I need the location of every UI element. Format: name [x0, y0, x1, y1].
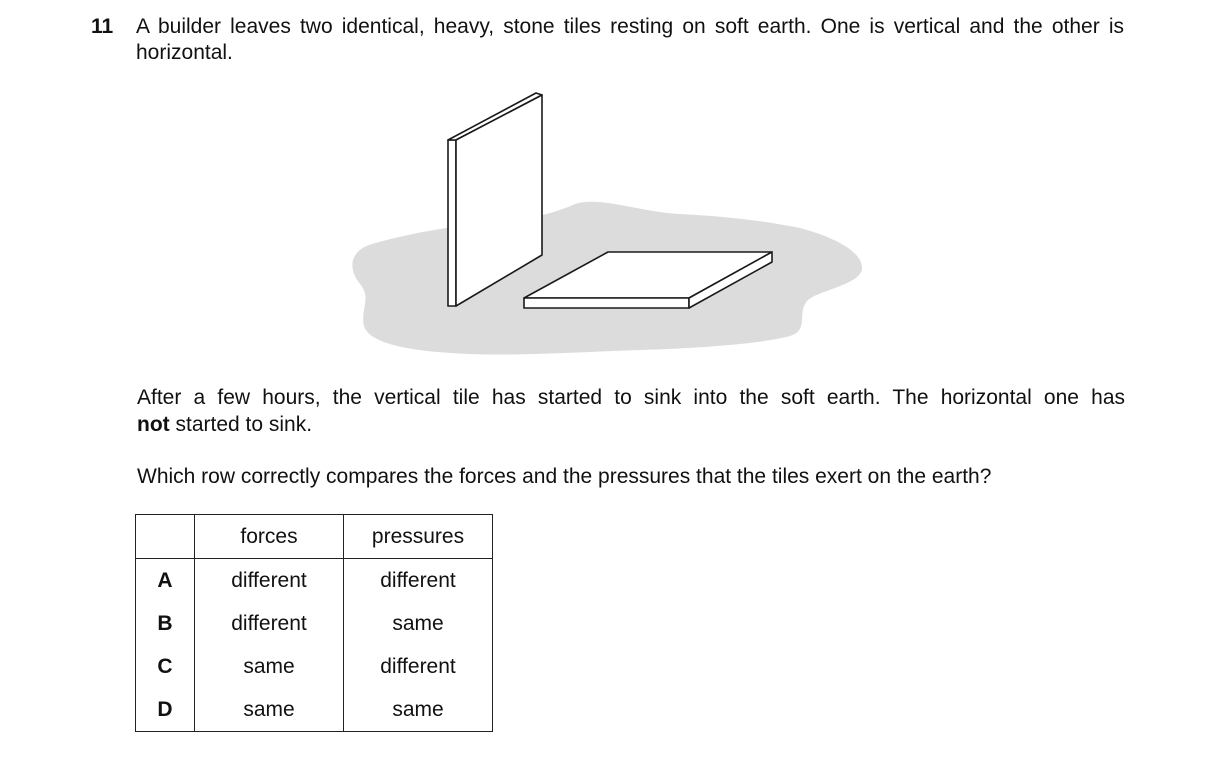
forces-cell: different	[195, 602, 344, 645]
forces-cell: same	[195, 688, 344, 732]
forces-cell: different	[195, 559, 344, 603]
table-row[interactable]	[136, 559, 493, 603]
observation-paragraph	[137, 384, 1125, 438]
header-cell-forces: forces	[195, 515, 344, 559]
forces-cell: same	[195, 645, 344, 688]
table-row[interactable]	[136, 645, 493, 688]
observation-line-2: started to sink.	[169, 413, 313, 436]
option-letter[interactable]: B	[136, 602, 195, 645]
header-cell-blank	[136, 515, 195, 559]
option-letter[interactable]: D	[136, 688, 195, 732]
tiles-on-earth-diagram	[340, 88, 870, 360]
observation-line-1: After a few hours, the vertical tile has started to sink into the soft earth. The horizontal one has	[137, 386, 1125, 409]
option-letter[interactable]: A	[136, 559, 195, 603]
question-prompt: Which row correctly compares the forces and the pressures that the tiles exert on the earth?	[137, 465, 992, 488]
pressures-cell: same	[344, 688, 493, 732]
option-letter[interactable]: C	[136, 645, 195, 688]
question-stem: A builder leaves two identical, heavy, stone tiles resting on soft earth. One is vertical and the other is horizontal.	[136, 15, 1124, 64]
pressures-cell: different	[344, 559, 493, 603]
header-cell-pressures: pressures	[344, 515, 493, 559]
answer-options-table	[135, 514, 493, 732]
question-number: 11	[91, 15, 114, 38]
pressures-cell: same	[344, 602, 493, 645]
pressures-cell: different	[344, 645, 493, 688]
table-row[interactable]	[136, 602, 493, 645]
emphasis-not: not	[137, 413, 170, 436]
table-row[interactable]	[136, 688, 493, 732]
table-header-row	[136, 515, 493, 559]
